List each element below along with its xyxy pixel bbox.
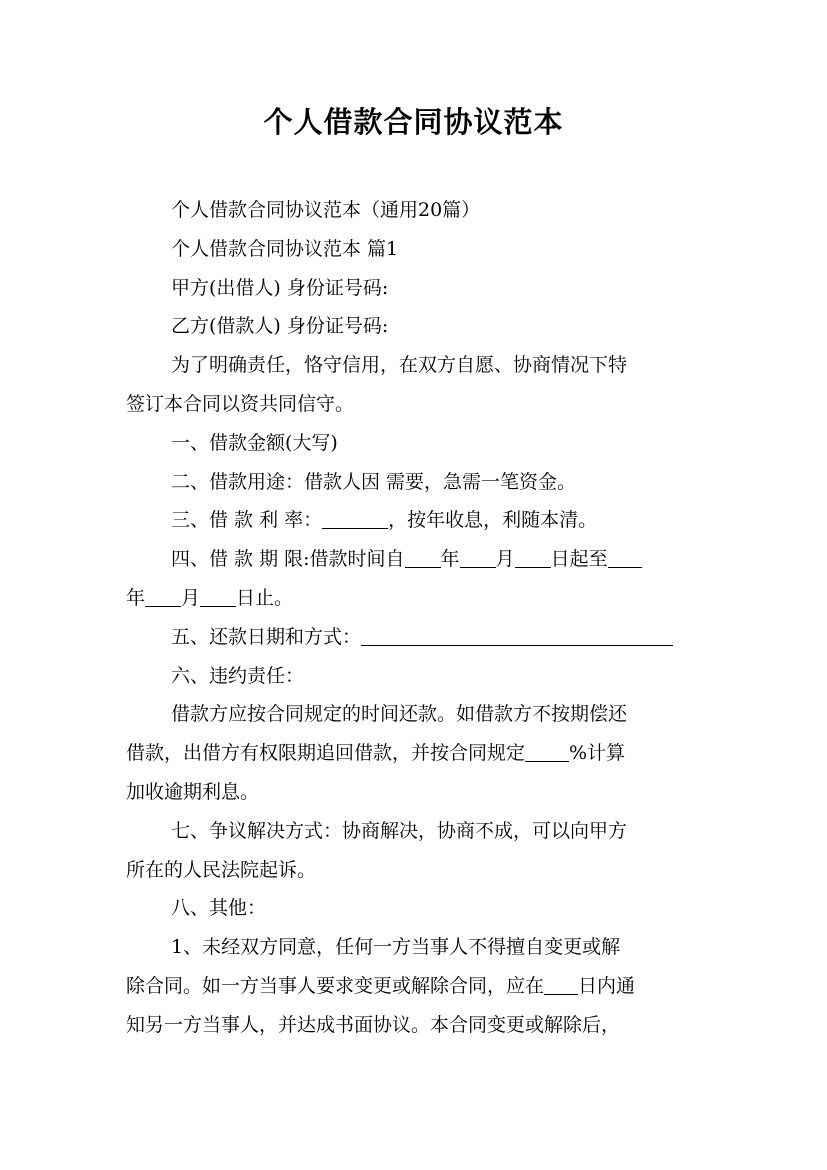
until-text: 日起至 <box>550 548 608 571</box>
clause-6-text: 六、违约责任： <box>171 664 305 687</box>
clause-6-body-line-2 <box>126 734 708 773</box>
clause-3-label: 三、借 款 利 率： <box>171 509 323 532</box>
item-1-line-2-text: 除合同。如一方当事人要求变更或解除合同，应在 <box>126 974 545 997</box>
paragraph-clause-6-body <box>126 695 708 811</box>
paragraph-clause-8 <box>126 889 708 928</box>
month-char-1: 月 <box>495 548 515 571</box>
item-1-line-1: 1、未经双方同意，任何一方当事人不得擅自变更或解 <box>171 936 621 959</box>
month-char-2: 月 <box>181 586 201 609</box>
article-heading-text: 个人借款合同协议范本 篇1 <box>171 237 399 260</box>
party-a-text: 甲方(出借人) 身份证号码: <box>171 276 389 299</box>
year-char-2: 年 <box>126 586 146 609</box>
clause-7-line-2: 所在的人民法院起诉。 <box>126 858 317 881</box>
paragraph-clause-4 <box>126 540 708 618</box>
paragraph-party-b <box>126 307 708 346</box>
start-year-blank <box>405 548 441 568</box>
party-b-text: 乙方(借款人) 身份证号码: <box>171 315 389 338</box>
paragraph-clause-7 <box>126 812 708 890</box>
clause-8-text: 八、其他： <box>171 897 267 920</box>
subtitle-text: 个人借款合同协议范本（通用20篇） <box>171 199 481 221</box>
end-day-blank <box>200 587 236 607</box>
clause-3-rest: ，按年收息，利随本清。 <box>388 509 598 532</box>
clause-1-text: 一、借款金额(大写) <box>171 431 338 454</box>
clause-4-label: 四、借 款 期 限:借款时间自 <box>171 548 405 571</box>
paragraph-clause-1 <box>126 424 708 463</box>
repayment-method-blank <box>361 626 673 646</box>
clause-2-text: 二、借款用途：借款人因 需要，急需一笔资金。 <box>171 470 577 493</box>
paragraph-article-heading <box>126 230 708 269</box>
clause-5-label: 五、还款日期和方式： <box>171 625 362 648</box>
clause-7-line-1: 七、争议解决方式：协商解决，协商不成，可以向甲方 <box>171 819 628 842</box>
item-1-line-2 <box>126 967 708 1006</box>
start-day-blank <box>515 548 551 568</box>
paragraph-clause-3 <box>126 501 708 540</box>
notice-days-blank <box>544 975 578 995</box>
preamble-line-2: 签订本合同以资共同信守。 <box>126 392 355 415</box>
document-title: 个人借款合同协议范本 <box>263 105 564 139</box>
clause-6-body-line-1: 借款方应按合同规定的时间还款。如借款方不按期偿还 <box>171 703 628 726</box>
end-year-blank-part <box>608 548 642 568</box>
start-month-blank <box>460 548 496 568</box>
interest-rate-blank <box>322 509 388 529</box>
year-char-1: 年 <box>440 548 460 571</box>
clause-6-body-line-3: 加收逾期利息。 <box>126 780 260 803</box>
penalty-rate-blank <box>525 742 569 762</box>
clause-4-line-2 <box>126 579 708 618</box>
notice-days-text: 日内通 <box>578 974 636 997</box>
preamble-line-1: 为了明确责任，恪守信用，在双方自愿、协商情况下特 <box>171 354 628 377</box>
end-month-blank <box>145 587 181 607</box>
end-text: 日止。 <box>236 586 294 609</box>
clause-4-line-1 <box>126 540 708 579</box>
document-body <box>126 191 708 1045</box>
paragraph-preamble <box>126 346 708 424</box>
percent-calc-text: %计算 <box>569 742 626 765</box>
paragraph-clause-2 <box>126 463 708 502</box>
paragraph-party-a <box>126 269 708 308</box>
clause-6-body-text: 借款，出借方有权限期追回借款，并按合同规定 <box>126 742 526 765</box>
paragraph-clause-8-item-1 <box>126 928 708 1044</box>
paragraph-subtitle <box>126 191 708 230</box>
paragraph-clause-5 <box>126 618 708 657</box>
paragraph-clause-6 <box>126 657 708 696</box>
item-1-line-3: 知另一方当事人，并达成书面协议。本合同变更或解除后， <box>126 1013 621 1036</box>
